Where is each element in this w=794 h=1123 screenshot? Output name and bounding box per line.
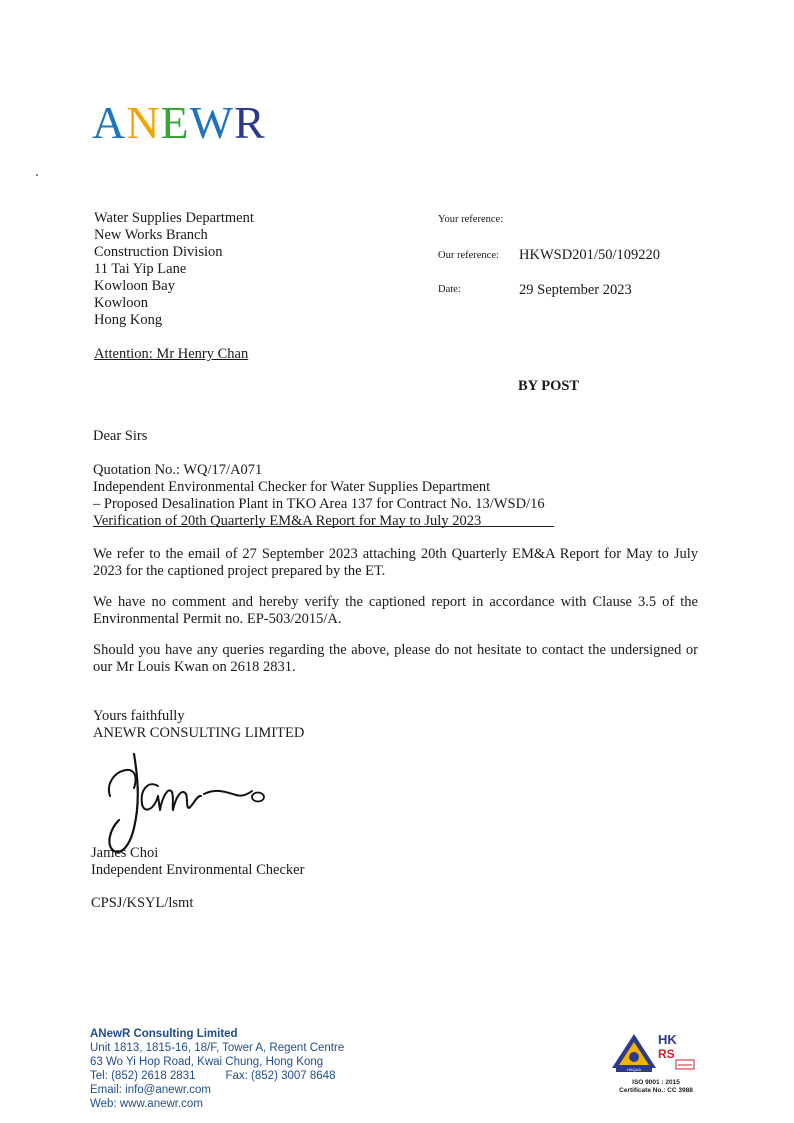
reference-initials: CPSJ/KSYL/lsmt: [91, 895, 194, 911]
certificate-number: Certificate No.: CC 3988: [619, 1087, 693, 1094]
logo-letter-a: A: [92, 97, 127, 148]
footer-address-line: Unit 1813, 1815-16, 18/F, Tower A, Regent Centre: [90, 1042, 345, 1054]
company-name: ANEWR CONSULTING LIMITED: [93, 725, 305, 741]
subject-line: – Proposed Desalination Plant in TKO Area 137 for Contract No. 13/WSD/16: [93, 496, 545, 512]
body-paragraph: Should you have any queries regarding the above, please do not hesitate to contact the undersigned or our Mr Louis Kwan on 2618 2831.: [93, 642, 698, 675]
address-line: Kowloon: [94, 295, 148, 311]
valediction: Yours faithfully: [93, 708, 185, 724]
margin-dot: [36, 174, 38, 176]
logo-letter-r: R: [234, 97, 266, 148]
footer-web: Web: www.anewr.com: [90, 1098, 203, 1110]
subject-line: Quotation No.: WQ/17/A071: [93, 462, 263, 478]
hkqaa-badge-icon: [606, 1030, 706, 1074]
logo-letter-e: E: [160, 97, 190, 148]
hk-mark-text: HK: [658, 1032, 677, 1047]
date-value: 29 September 2023: [519, 282, 632, 298]
our-reference-value: HKWSD201/50/109220: [519, 247, 660, 263]
address-line: New Works Branch: [94, 227, 208, 243]
our-reference-label: Our reference:: [438, 250, 499, 261]
salutation: Dear Sirs: [93, 428, 148, 444]
logo-letter-n: N: [126, 97, 161, 148]
address-line: Kowloon Bay: [94, 278, 175, 294]
iso-standard: ISO 9001 : 2015: [632, 1079, 680, 1086]
signer-title: Independent Environmental Checker: [91, 862, 305, 878]
footer-email: Email: info@anewr.com: [90, 1084, 211, 1096]
address-line: 11 Tai Yip Lane: [94, 261, 187, 277]
logo-letter-w: W: [189, 97, 234, 148]
your-reference-label: Your reference:: [438, 214, 504, 225]
footer-address-line: 63 Wo Yi Hop Road, Kwai Chung, Hong Kong: [90, 1056, 324, 1068]
address-line: Construction Division: [94, 244, 223, 260]
attention-line: Attention: Mr Henry Chan: [94, 346, 249, 362]
date-label: Date:: [438, 284, 461, 295]
recipient-address: [94, 210, 254, 329]
subject-underline: [93, 526, 554, 527]
subject-block: [93, 462, 545, 530]
subject-line: Verification of 20th Quarterly EM&A Report for May to July 2023: [93, 513, 482, 529]
address-line: Water Supplies Department: [94, 210, 254, 226]
subject-line: Independent Environmental Checker for Water Supplies Department: [93, 479, 491, 495]
address-line: Hong Kong: [94, 312, 163, 328]
footer-contact: [90, 1027, 344, 1111]
signer-name: James Choi: [91, 845, 159, 861]
footer-fax: Fax: (852) 3007 8648: [225, 1070, 336, 1082]
body-paragraph: We have no comment and hereby verify the captioned report in accordance with Clause 3.5 of the Environmental Permit no. EP-503/2015/A.: [93, 594, 698, 627]
delivery-method: BY POST: [518, 378, 580, 394]
footer-tel: Tel: (852) 2618 2831: [90, 1070, 196, 1082]
certification-marks: [606, 1030, 706, 1095]
company-logo: [92, 97, 266, 148]
body-paragraph: We refer to the email of 27 September 2023 attaching 20th Quarterly EM&A Report for May to July 2023 for the captioned project prepared by the ET.: [93, 546, 698, 579]
rs-mark-text: RS: [658, 1047, 675, 1061]
footer-phone-row: [90, 1069, 344, 1083]
hkqaa-badge-text: HKQAA: [626, 1067, 642, 1072]
footer-company: ANewR Consulting Limited: [90, 1028, 238, 1040]
